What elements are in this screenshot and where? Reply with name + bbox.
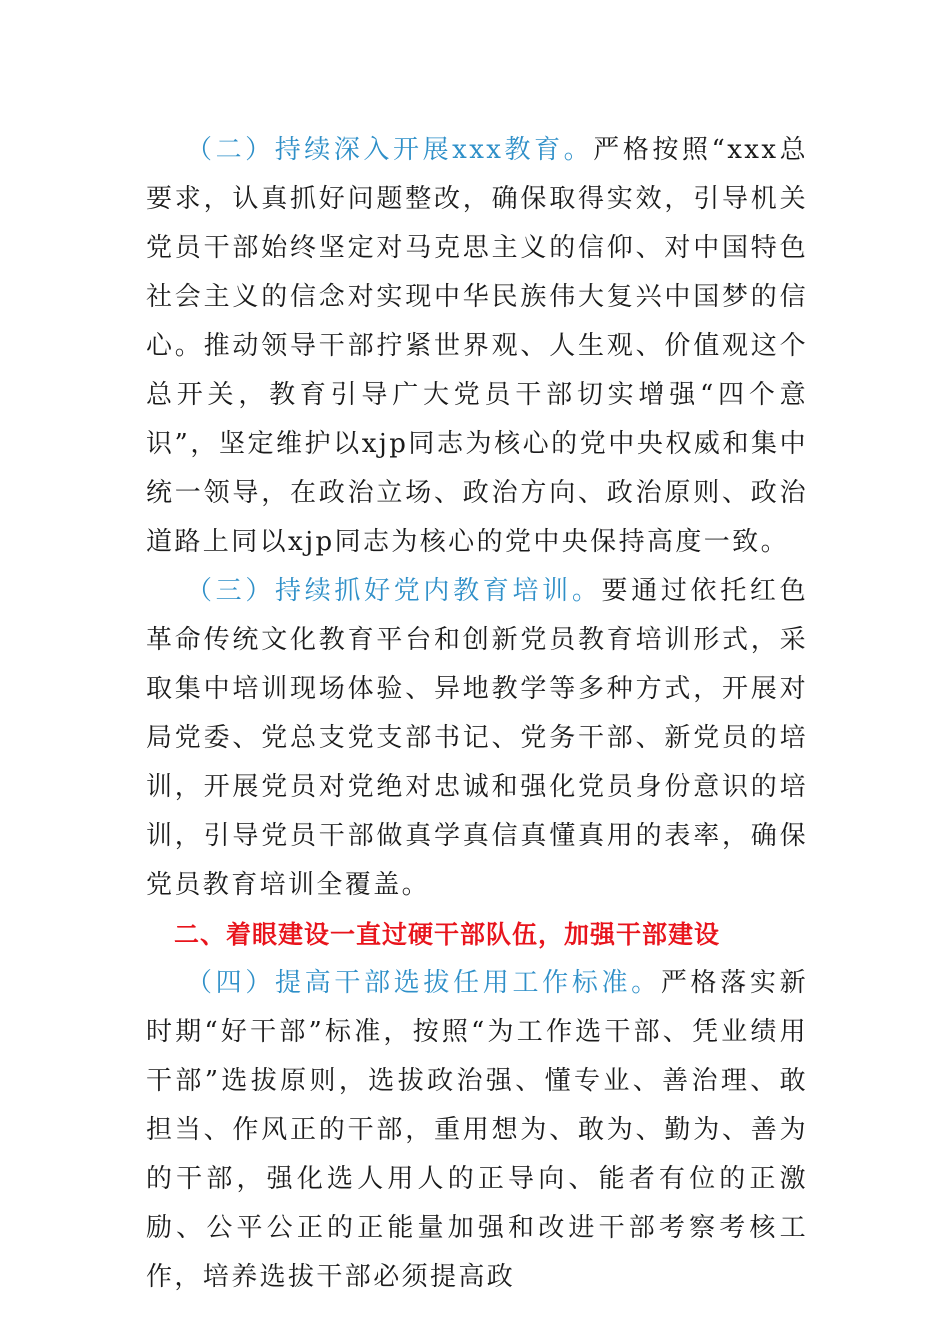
section-heading: 二、着眼建设一直过硬干部队伍，加强干部建设: [174, 920, 721, 949]
sub-heading-3: （三）持续抓好党内教育培训。: [186, 576, 602, 606]
paragraph-2: [146, 126, 808, 567]
paragraph-3-text: 要通过依托红色革命传统文化教育平台和创新党员教育培训形式，采取集中培训现场体验、异地教学等多种方式，开展对局党委、党总支党支部书记、党务干部、新党员的培训，开展党员对党绝对忠诚和强化党员身份意识的培训，引导党员干部做真学真信真懂真用的表率，确保党员教育培训全覆盖。: [146, 576, 808, 900]
paragraph-3: [146, 567, 808, 910]
paragraph-4: [146, 959, 808, 1302]
paragraph-2-text: 严格按照“xxx总要求，认真抓好问题整改，确保取得实效，引导机关党员干部始终坚定对马克思主义的信仰、对中国特色社会主义的信念对实现中华民族伟大复兴中国梦的信心。推动领导干部拧紧世界观、人生观、价值观这个总开关，教育引导广大党员干部切实增强“四个意识”，坚定维护以xjp同志为核心的党中央权威和集中统一领导，在政治立场、政治方向、政治原则、政治道路上同以xjp同志为核心的党中央保持高度一致。: [146, 135, 808, 557]
paragraph-4-text: 严格落实新时期“好干部”标准，按照“为工作选干部、凭业绩用干部”选拔原则，选拔政治强、懂专业、善治理、敢担当、作风正的干部，重用想为、敢为、勤为、善为的干部，强化选人用人的正导向、能者有位的正激励、公平公正的正能量加强和改进干部考察考核工作，培养选拔干部必须提高政: [146, 968, 808, 1292]
sub-heading-4: （四）提高干部选拔任用工作标准。: [186, 968, 661, 998]
sub-heading-2: （二）持续深入开展xxx教育。: [186, 135, 594, 165]
document-body: [146, 126, 808, 1302]
